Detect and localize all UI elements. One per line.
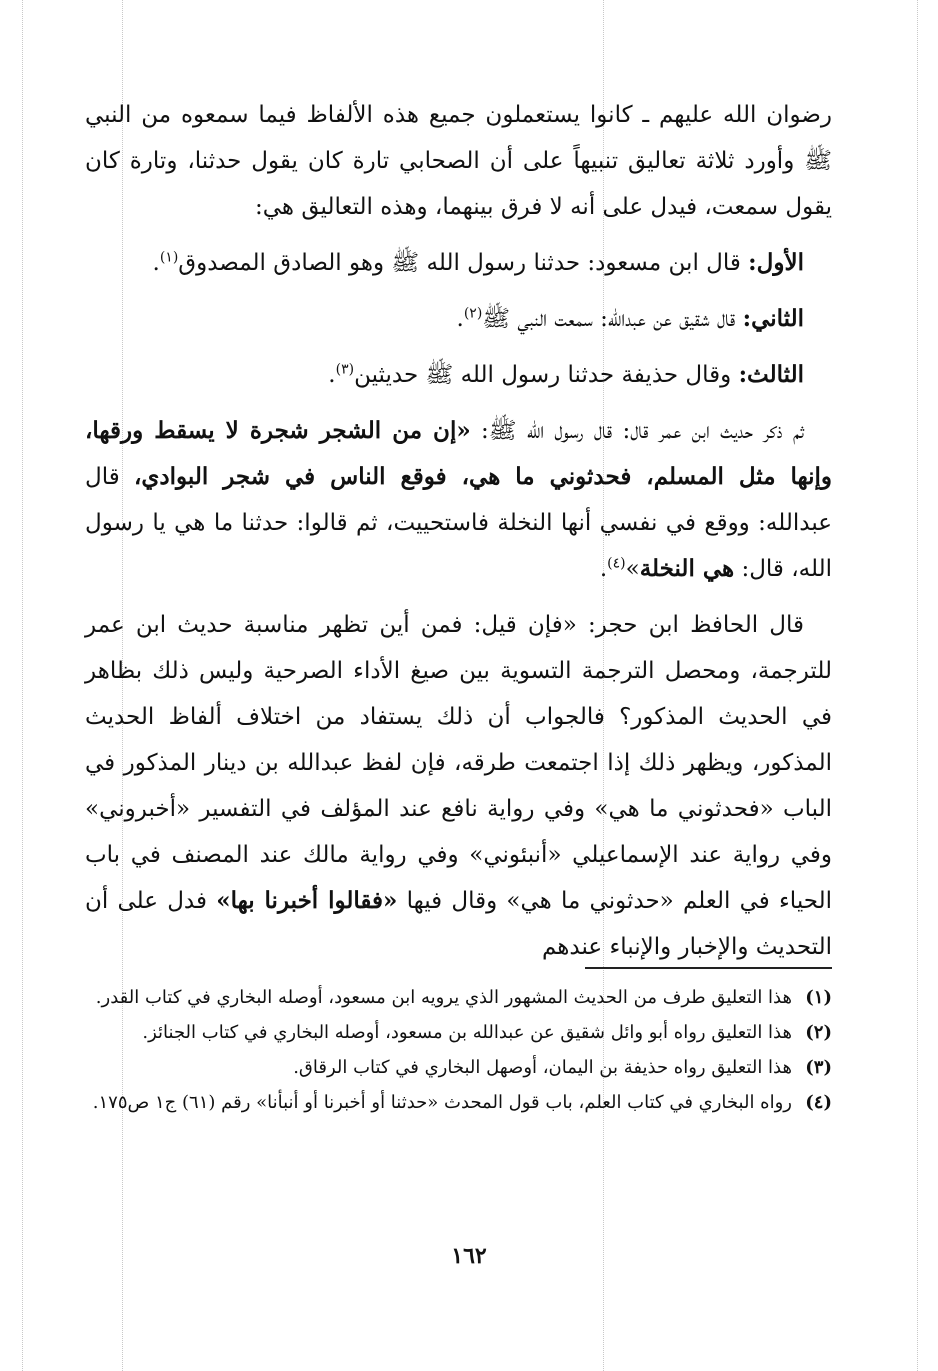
footnote-item [85,1087,832,1119]
hadith-intro: ثم ذكر حديث ابن عمر قال: قال رسول الله ﷺ: [470,418,804,444]
taaliq-second [85,296,832,342]
paragraph-intro-text: رضوان الله عليهم ـ كانوا يستعملون جميع هذه الألفاظ فيما سمعوه من النبي ﷺ وأورد ثلاثة تعاليق تنبيهاً على أن الصحابي تارة كان يقول حدثنا، وتارة كان يقول سمعت، فيدل على أنه لا فرق بينهما، وهذه التعاليق هي: [85,102,832,220]
footnote-ref-3[interactable]: (٣) [335,361,355,378]
footnote-item [85,1017,832,1049]
paragraph-ibn-hajar [85,602,832,970]
page-number: ١٦٢ [451,1243,487,1269]
scan-artifact-line [917,0,918,1371]
scan-artifact-line [22,0,23,1371]
taaliq-first [85,240,832,286]
taaliq-first-text: قال ابن مسعود: حدثنا رسول الله ﷺ وهو الصادق المصدوق [178,250,749,276]
hadith-end: . [599,556,608,582]
footnote-number: (١) [805,987,832,1008]
footnote-text: هذا التعليق طرف من الحديث المشهور الذي يرويه ابن مسعود، أوصله البخاري في كتاب القدر. [95,987,792,1008]
footnote-number: (٢) [805,1022,832,1043]
taaliq-second-label: الثاني: [742,305,804,332]
footnote-text: رواه البخاري في كتاب العلم، باب قول المحدث «حدثنا أو أخبرنا أو أنبأنا» رقم (٦١) ج١ ص١٧٥. [92,1092,792,1113]
paragraph-hadith [85,408,832,592]
footnotes-section [85,982,832,1122]
footnote-ref-4[interactable]: (٤) [607,555,626,572]
footnote-item [85,1052,832,1084]
footnote-ref-1[interactable]: (١) [159,249,179,266]
hadith-answer: هي النخلة [639,555,735,582]
taaliq-second-text: قال شقيق عن عبدالله: سمعت النبي ﷺ [482,306,743,332]
taaliq-third-end: . [328,362,336,388]
ibn-hajar-continuation: فدل على أن التحديث والإخبار والإنباء عندهم [85,888,832,960]
taaliq-third-label: الثالث: [738,361,804,388]
ibn-hajar-quote: «فقالوا أخبرنا بها» [216,887,398,914]
ibn-hajar-text: قال الحافظ ابن حجر: «فإن قيل: فمن أين تظهر مناسبة حديث ابن عمر للترجمة، ومحصل الترجمة التسوية بين صيغ الأداء الصرحية وليس ذلك بظاهر في الحديث المذكور؟ فالجواب أن ذلك يستفاد من اختلاف ألفاظ الحديث المذكور، ويظهر ذلك إذا اجتمعت طرقه، فإن لفظ عبدالله بن دينار المذكور في الباب «فحدثوني ما هي» وفي رواية نافع عند المؤلف في التفسير «أخبروني» وفي رواية عند الإسماعيلي «أنبئوني» وفي رواية مالك عند المصنف في باب الحياء في العلم «حدثوني ما هي» وقال فيها [85,612,832,914]
footnote-number: (٣) [805,1057,832,1078]
hadith-quote: «إن من الشجر شجرة لا يسقط ورقها، وإنها مثل المسلم، فحدثوني ما هي، فوقع الناس في شجر البوادي، [85,417,832,490]
paragraph-intro [85,92,832,230]
page-body [85,92,832,1342]
taaliq-third-text: وقال حذيفة حدثنا رسول الله ﷺ حديثين [354,362,739,388]
footnote-text: هذا التعليق رواه حذيفة بن اليمان، أوصهل البخاري في كتاب الرقاق. [293,1057,792,1078]
footnote-ref-2[interactable]: (٢) [463,305,483,322]
footnote-number: (٤) [805,1092,832,1113]
taaliq-third [85,352,832,398]
taaliq-second-end: . [456,306,464,332]
hadith-continuation: قال عبدالله: ووقع في نفسي أنها النخلة فاستحييت، ثم قالوا: حدثنا ما هي يا رسول الله، قال: [85,464,832,582]
footnote-item [85,982,832,1014]
taaliq-first-label: الأول: [748,249,804,276]
hadith-close-quote: » [625,556,640,582]
footnote-text: هذا التعليق رواه أبو وائل شقيق عن عبدالله بن مسعود، أوصله البخاري في كتاب الجنائز. [142,1022,792,1043]
taaliq-first-end: . [152,250,160,276]
footnote-separator [585,967,832,969]
